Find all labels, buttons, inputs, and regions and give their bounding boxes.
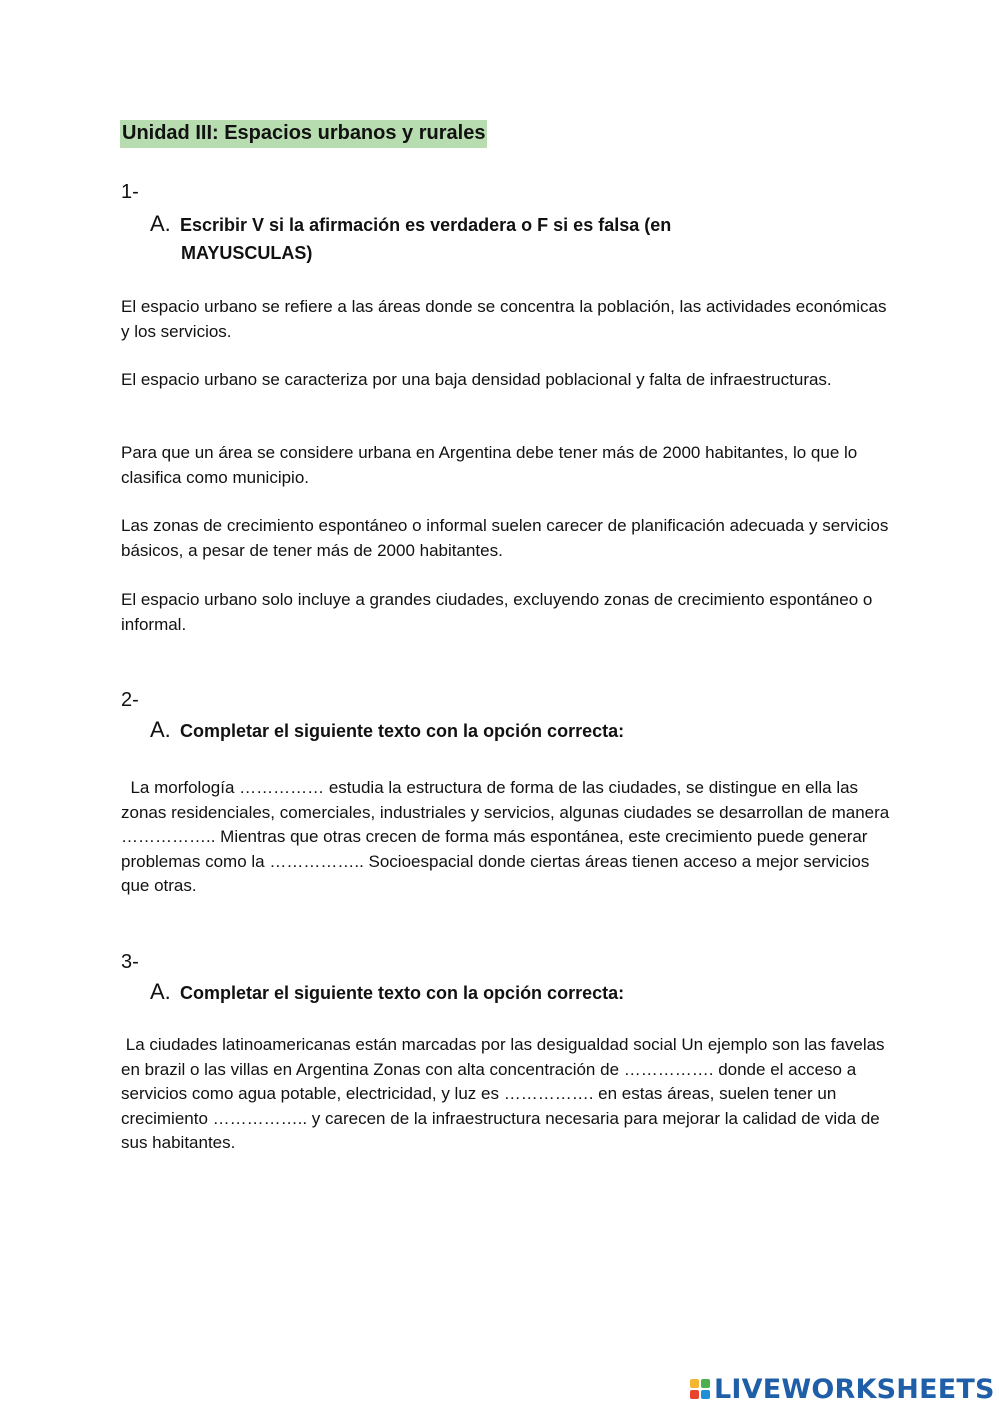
liveworksheets-logo	[690, 1372, 995, 1406]
question-1-instruction-line2: MAYUSCULAS)	[181, 243, 313, 263]
statement-3: Para que un área se considere urbana en Argentina debe tener más de 2000 habitantes, lo que lo clasifica como municipio.	[121, 443, 858, 487]
statement-5: El espacio urbano solo incluye a grandes ciudades, excluyendo zonas de crecimiento espontáneo o informal.	[121, 590, 873, 634]
question-2-instruction	[150, 716, 790, 745]
question-2-paragraph: La morfología …………… estudia la estructura de forma de las ciudades, se distingue en ella las zonas residenciales, comerciales, industriales y servicios, algunas ciudades se desarrollan de manera …………….. Mientras que otras crecen de forma más espontánea, este crecimiento puede generar problemas como la …………….. Socioespacial donde ciertas áreas tienen acceso a mejor servicios que otras.	[121, 778, 894, 895]
logo-square-4	[701, 1390, 710, 1399]
question-2-number: 2-	[121, 689, 139, 711]
statement-2: El espacio urbano se caracteriza por una baja densidad poblacional y falta de infraestructuras.	[121, 370, 832, 389]
statement-4: Las zonas de crecimiento espontáneo o informal suelen carecer de planificación adecuada y servicios básicos, a pesar de tener más de 2000 habitantes.	[121, 516, 889, 560]
question-3-letter: A.	[150, 979, 171, 1004]
question-3-instruction	[150, 978, 790, 1007]
logo-square-1	[690, 1379, 699, 1388]
statement-1: El espacio urbano se refiere a las áreas donde se concentra la población, las actividades económicas y los servicios.	[121, 297, 887, 341]
page-title: Unidad III: Espacios urbanos y rurales	[120, 120, 487, 148]
logo-text: LIVEWORKSHEETS	[714, 1373, 995, 1405]
logo-square-2	[701, 1379, 710, 1388]
question-3-instruction-text: Completar el siguiente texto con la opción correcta:	[180, 983, 625, 1003]
question-1-instruction-line1: Escribir V si la afirmación es verdadera o F si es falsa (en	[180, 215, 672, 235]
question-1-instruction	[150, 210, 790, 267]
question-2-instruction-text: Completar el siguiente texto con la opción correcta:	[180, 721, 625, 741]
question-1-letter: A.	[150, 211, 171, 236]
liveworksheets-logo-icon	[690, 1379, 710, 1399]
question-2-letter: A.	[150, 717, 171, 742]
question-3-paragraph: La ciudades latinoamericanas están marcadas por las desigualdad social Un ejemplo son las favelas en brazil o las villas en Argentina Zonas con alta concentración de ……………. donde el acceso a servicios como agua potable, electricidad, y luz es ……………. en estas áreas, suelen tener un crecimiento …………….. y carecen de la infraestructura necesaria para mejorar la calidad de vida de sus habitantes.	[121, 1035, 890, 1152]
question-1-number: 1-	[121, 181, 139, 203]
question-3-number: 3-	[121, 951, 139, 973]
logo-square-3	[690, 1390, 699, 1399]
